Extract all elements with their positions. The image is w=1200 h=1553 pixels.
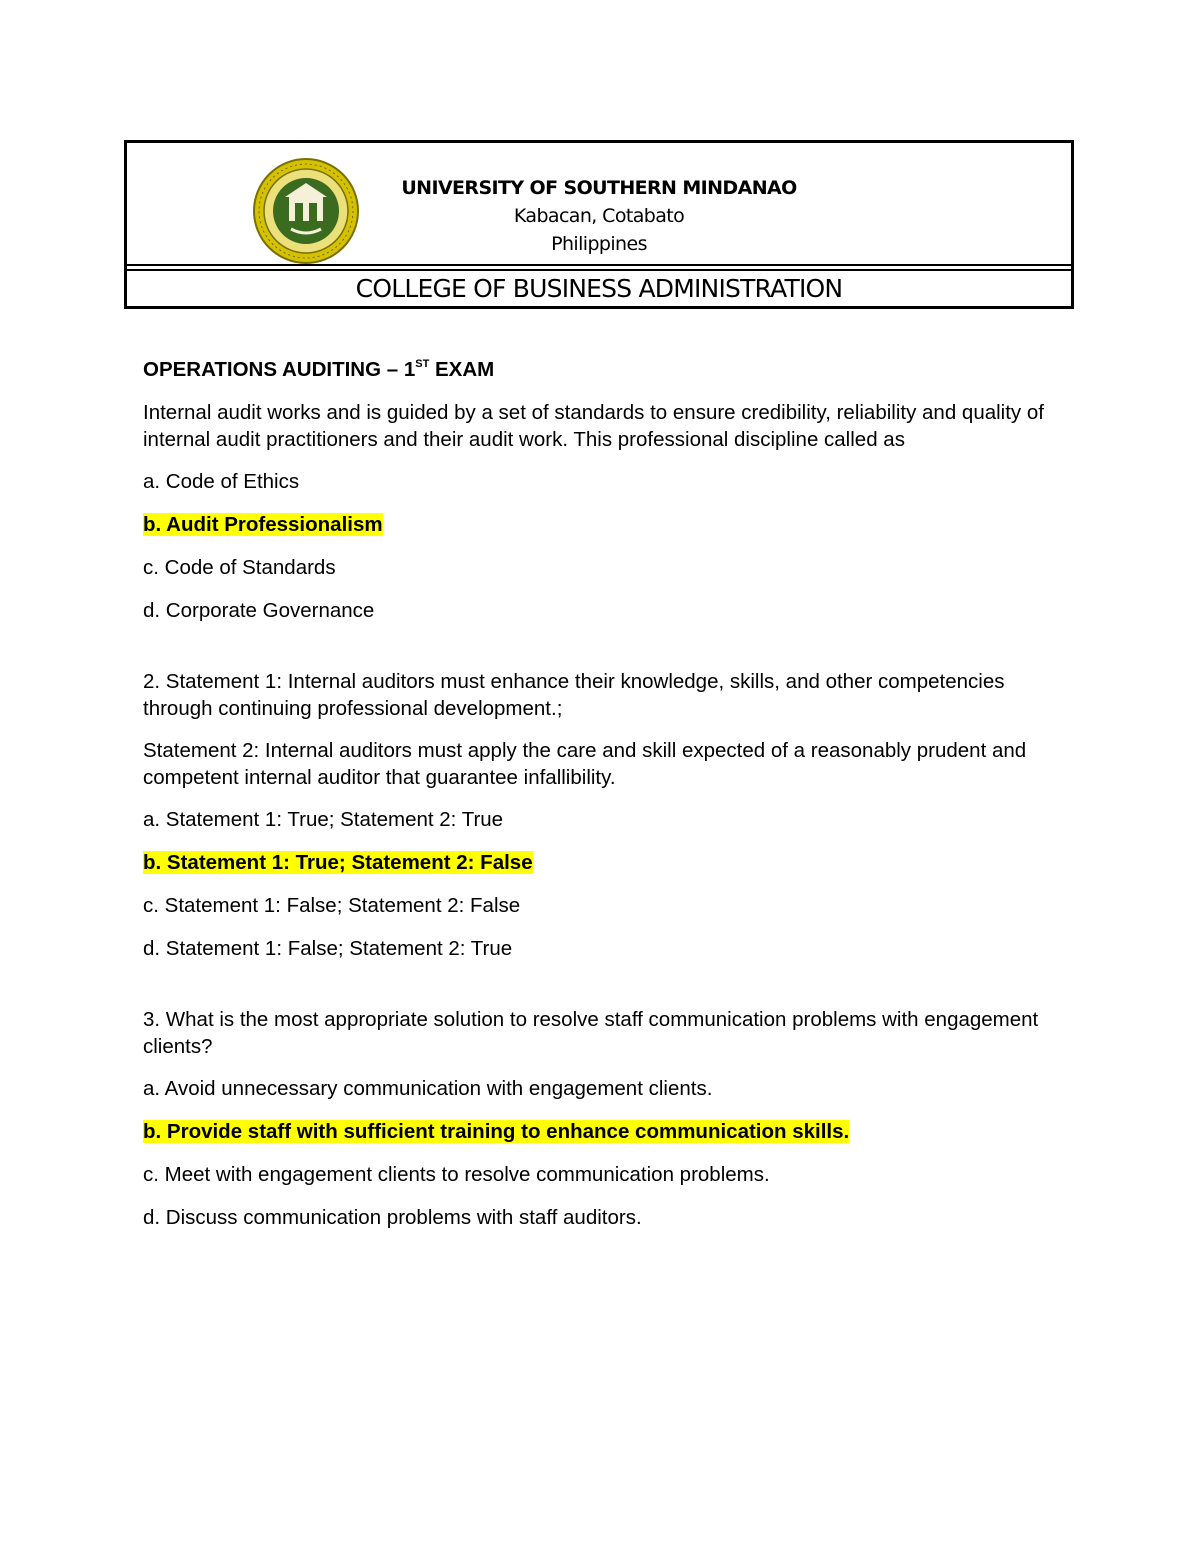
university-city: Kabacan, Cotabato <box>513 205 685 227</box>
question-3-option-b-answer: b. Provide staff with sufficient training to enhance communication skills. <box>143 1120 850 1143</box>
question-1 <box>143 399 1063 625</box>
question-3-option-c: c. Meet with engagement clients to resolve communication problems. <box>143 1163 770 1186</box>
question-3-stem: 3. What is the most appropriate solution to resolve staff communication problems with engagement clients? <box>143 1008 1039 1058</box>
university-country: Philippines <box>551 233 647 255</box>
question-3 <box>143 1006 1063 1232</box>
letterhead <box>124 140 1074 309</box>
letterhead-top <box>127 143 1071 266</box>
question-1-option-a: a. Code of Ethics <box>143 470 300 493</box>
exam-content <box>143 350 1063 1232</box>
question-2-statement-2: Statement 2: Internal auditors must apply the care and skill expected of a reasonably prudent and competent internal auditor that guarantee infallibility. <box>143 739 1027 789</box>
question-3-option-d: d. Discuss communication problems with staff auditors. <box>143 1206 642 1229</box>
question-2 <box>143 668 1063 963</box>
question-2-option-a: a. Statement 1: True; Statement 2: True <box>143 808 504 831</box>
question-3-option-a: a. Avoid unnecessary communication with engagement clients. <box>143 1077 713 1100</box>
question-1-option-c: c. Code of Standards <box>143 556 336 579</box>
question-2-option-c: c. Statement 1: False; Statement 2: False <box>143 894 521 917</box>
question-2-option-d: d. Statement 1: False; Statement 2: True <box>143 937 513 960</box>
question-2-option-b-answer: b. Statement 1: True; Statement 2: False <box>143 851 533 874</box>
question-2-statement-1: 2. Statement 1: Internal auditors must enhance their knowledge, skills, and other competencies through continuing professional development.; <box>143 670 1005 720</box>
question-1-option-b-answer: b. Audit Professionalism <box>143 513 383 536</box>
question-1-stem: Internal audit works and is guided by a set of standards to ensure credibility, reliability and quality of internal audit practitioners and their audit work. This professional discipline called as <box>143 401 1044 451</box>
question-1-option-d: d. Corporate Governance <box>143 599 375 622</box>
university-name: UNIVERSITY OF SOUTHERN MINDANAO <box>401 177 797 199</box>
exam-title: OPERATIONS AUDITING – 1ST EXAM <box>143 358 495 381</box>
college-name: COLLEGE OF BUSINESS ADMINISTRATION <box>127 269 1071 307</box>
